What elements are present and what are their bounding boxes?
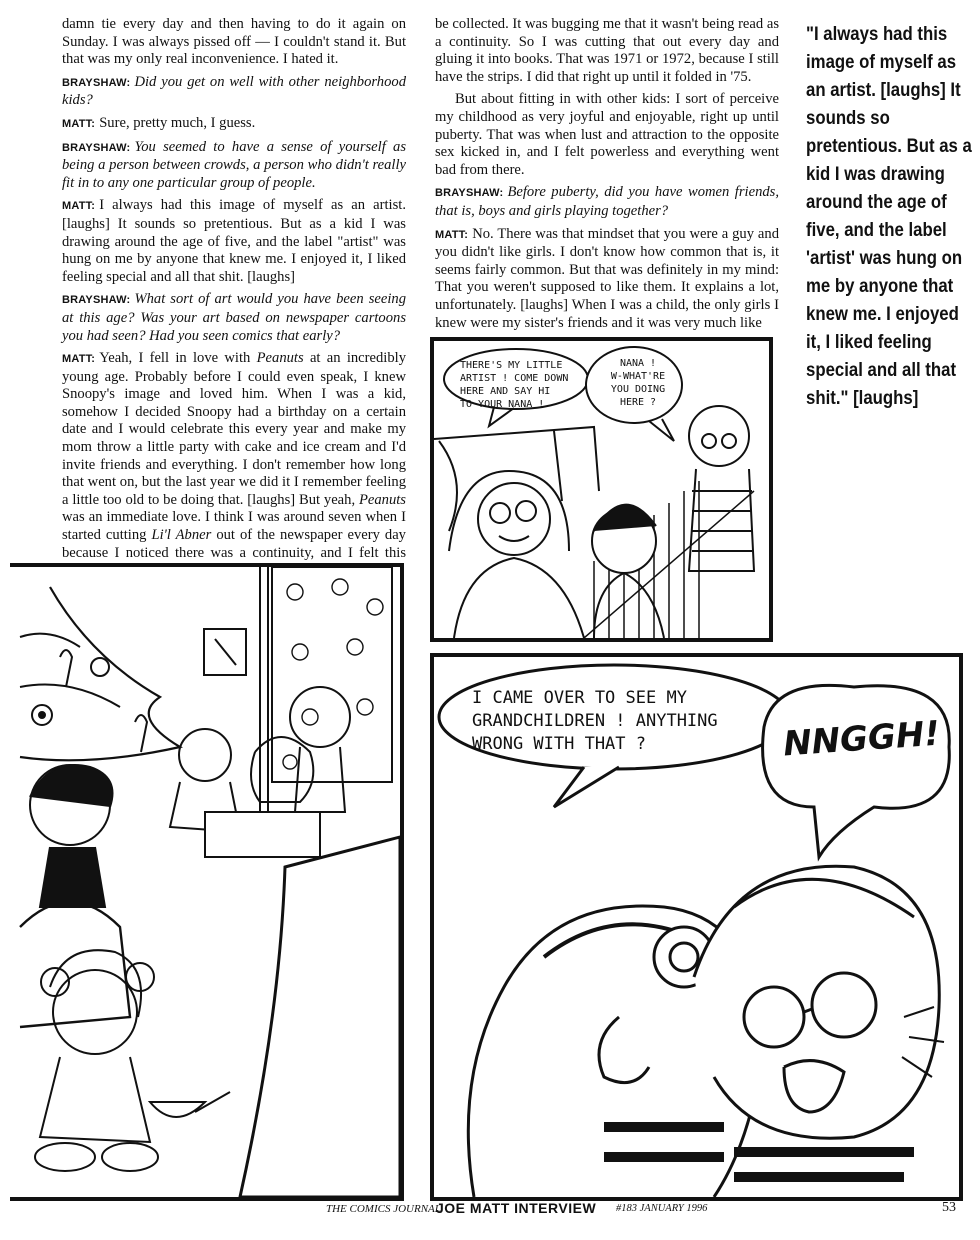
title-peanuts: Peanuts	[358, 491, 406, 508]
speaker-label: BRAYSHAW:	[62, 294, 131, 307]
question-text: Did you get on well with other neighborhood kids?	[62, 73, 406, 109]
speaker-label: MATT:	[62, 200, 96, 213]
article-column-right	[435, 16, 779, 337]
paragraph: But about fitting in with other kids: I sort of perceive my childhood as very joyful and enjoyable, right up until puberty. That was when lust and attraction to the opposite sex kicked in, and I felt powerless and everything went bad from there.	[435, 91, 779, 178]
answer	[435, 226, 779, 333]
pull-quote: "I always had this image of myself as an artist. [laughs] It sounds so pretentious. But as a kid I was drawing around the age of five, and the label 'artist' was hung on me by anyone that knew me. I enjoyed it, I liked feeling special and all that shit." [laughs]	[806, 23, 972, 409]
footer-journal-name: THE COMICS JOURNAL	[326, 1203, 441, 1215]
article-column-left	[62, 16, 406, 585]
question	[62, 139, 406, 193]
speech-bubble-grandma: I CAME OVER TO SEE MY GRANDCHILDREN ! ANYTHING WRONG WITH THAT ?	[472, 688, 718, 754]
footer-issue-date: #183 JANUARY 1996	[616, 1203, 708, 1214]
page-footer	[0, 1200, 980, 1222]
paragraph: damn tie every day and then having to do it again on Sunday. I was always pissed off — I couldn't stand it. But that was my only real inconvenience. I hated it.	[62, 16, 406, 68]
answer	[62, 197, 406, 286]
question-text: Before puberty, did you have women friends, that is, boys and girls playing together?	[435, 184, 779, 219]
answer-text: No. There was that mindset that you were a guy and you didn't like girls. I don't know how common that is, it seems fairly common. But that was definitely in my mind: That you weren't supposed to like them. It explains a lot, unfortunately. [laughs] When I was a child, the only girls I knew were my sister's friends and it was very much like	[435, 225, 779, 331]
speech-bubble-boy: NANA ! W-WHAT'RE YOU DOING HERE ?	[610, 358, 666, 408]
answer-text: out of the newspaper every day because I noticed there was a continuity, and I felt this	[62, 527, 406, 561]
comic-panel-grandchildren	[430, 653, 963, 1201]
comic-panel-nana	[430, 337, 773, 642]
speaker-label: BRAYSHAW:	[62, 76, 131, 89]
answer-text: at an incredibly young age. Probably before I could even speak, I knew Snoopy's image and loved him. When I was a kid, somehow I decided Snoopy had a birthday on a certain date and I would celebrate this every year and make my mom throw a little party with cake and ice cream and I'd invite friends and everything. I don't remember how long that went on, but the last year we did it I remember feeling a little too old to be doing that. [laughs] But yeah,	[62, 350, 406, 508]
question-text: You seemed to have a sense of yourself as being a person between crowds, a person who didn't really fit in to any one particular group of people.	[62, 138, 406, 191]
title-peanuts: Peanuts	[256, 350, 304, 367]
peanuts-illustration	[10, 567, 400, 1197]
answer-text: I always had this image of myself as an artist. [laughs] It sounds so pretentious. But as a kid I was drawing around the age of five, and the label "artist" was hung on me by anyone that knew me. I enjoyed it, I liked feeling special and all that shit. [laughs]	[62, 197, 406, 285]
comic-panel-peanuts	[10, 563, 404, 1201]
speaker-label: BRAYSHAW:	[62, 141, 131, 154]
question-text: What sort of art would you have been seeing at this age? Was your art based on newspaper cartoons you had seen? Had you seen comics that early?	[62, 291, 406, 344]
speaker-label: MATT:	[435, 228, 469, 241]
title-lil-abner: Li'l Abner	[151, 527, 212, 544]
answer-text: Yeah, I fell in love with	[99, 350, 251, 367]
speaker-label: BRAYSHAW:	[435, 187, 504, 200]
paragraph: be collected. It was bugging me that it wasn't being read as a continuity. So I was cutting that out every day and gluing it into books. That was 1971 or 1972, because I still have the strips. I did that right up until it folded in '75.	[435, 16, 779, 85]
speaker-label: MATT:	[62, 353, 96, 366]
answer	[62, 115, 406, 134]
footer-article-title: JOE MATT INTERVIEW	[436, 1200, 597, 1216]
question	[435, 184, 779, 220]
speech-bubble-nana: THERE'S MY LITTLE ARTIST ! COME DOWN HERE AND SAY HI TO YOUR NANA !	[460, 360, 569, 410]
answer	[62, 350, 406, 580]
question	[62, 74, 406, 110]
shout-bubble-nnggh: NNGGH!	[781, 713, 942, 765]
page-number: 53	[942, 1200, 956, 1215]
question	[62, 291, 406, 345]
answer-text: was an immediate love. I think I was around seven when I started cutting	[62, 509, 406, 544]
speaker-label: MATT:	[62, 117, 96, 130]
answer-text: Sure, pretty much, I guess.	[99, 114, 256, 131]
